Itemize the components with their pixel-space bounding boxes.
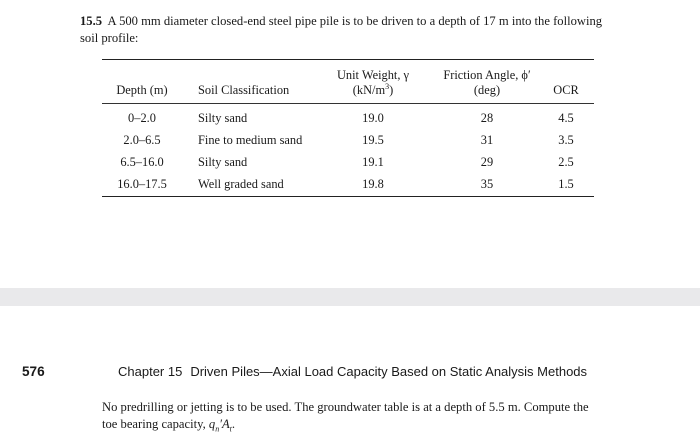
- header-depth: Depth (m): [116, 83, 168, 97]
- table-bottom-rule: [102, 196, 594, 197]
- chapter-running-head: [118, 364, 587, 379]
- cell-depth: 6.5–16.0: [120, 155, 164, 169]
- header-friction-angle: [432, 68, 542, 98]
- header-ocr: OCR: [553, 83, 579, 97]
- cell-soil: Fine to medium sand: [198, 133, 303, 147]
- problem-text: A 500 mm diameter closed-end steel pipe pile is to be driven to a depth of 17 m into the following soil profile:: [80, 14, 603, 45]
- cell-ocr: 1.5: [558, 177, 574, 191]
- header-friction-angle-line2: (deg): [473, 83, 501, 97]
- chapter-label: Chapter 15: [118, 364, 183, 379]
- cell-unit-weight: 19.0: [362, 111, 384, 125]
- cell-friction: 29: [480, 155, 494, 169]
- cell-unit-weight: 19.8: [362, 177, 384, 191]
- formula-toe-bearing: $q_n'A_t$: [208, 417, 232, 434]
- continuation-text: No predrilling or jetting is to be used. The groundwater table is at a depth of 5.5 m. Compute the toe bearing capacity, $q_n'A_t$.: [102, 400, 589, 434]
- cell-friction: 35: [480, 177, 494, 191]
- cell-depth: 0–2.0: [128, 111, 156, 125]
- header-friction-angle-line1: Friction Angle, ϕ′: [443, 68, 531, 82]
- header-unit-weight-line1: Unit Weight, γ: [336, 68, 410, 82]
- cell-friction: 31: [480, 133, 494, 147]
- chapter-title: Driven Piles—Axial Load Capacity Based on Static Analysis Methods: [190, 364, 588, 379]
- cell-soil: Silty sand: [198, 111, 248, 125]
- cell-depth: 2.0–6.5: [123, 133, 161, 147]
- cell-soil: Silty sand: [198, 155, 248, 169]
- header-unit-weight: [330, 68, 416, 98]
- header-unit-weight-line2: $(kN/m^3)$: [352, 81, 394, 97]
- table-header-rule: [102, 103, 594, 104]
- cell-depth: 16.0–17.5: [117, 177, 167, 191]
- cell-ocr: 4.5: [558, 111, 574, 125]
- page-number: 576: [22, 364, 45, 379]
- header-soil-classification: Soil Classification: [198, 83, 290, 97]
- table-top-rule: [102, 59, 594, 60]
- cell-unit-weight: 19.1: [362, 155, 384, 169]
- cell-soil: Well graded sand: [198, 177, 284, 191]
- cell-ocr: 2.5: [558, 155, 574, 169]
- problem-statement: [80, 13, 610, 47]
- cell-unit-weight: 19.5: [362, 133, 384, 147]
- continuation-sentence: No predrilling or jetting is to be used. The groundwater table is at a depth of 5.5 m. Compute the toe bearing capacity,: [102, 400, 589, 431]
- cell-friction: 28: [480, 111, 494, 125]
- problem-number: 15.5: [80, 14, 103, 28]
- cell-ocr: 3.5: [558, 133, 574, 147]
